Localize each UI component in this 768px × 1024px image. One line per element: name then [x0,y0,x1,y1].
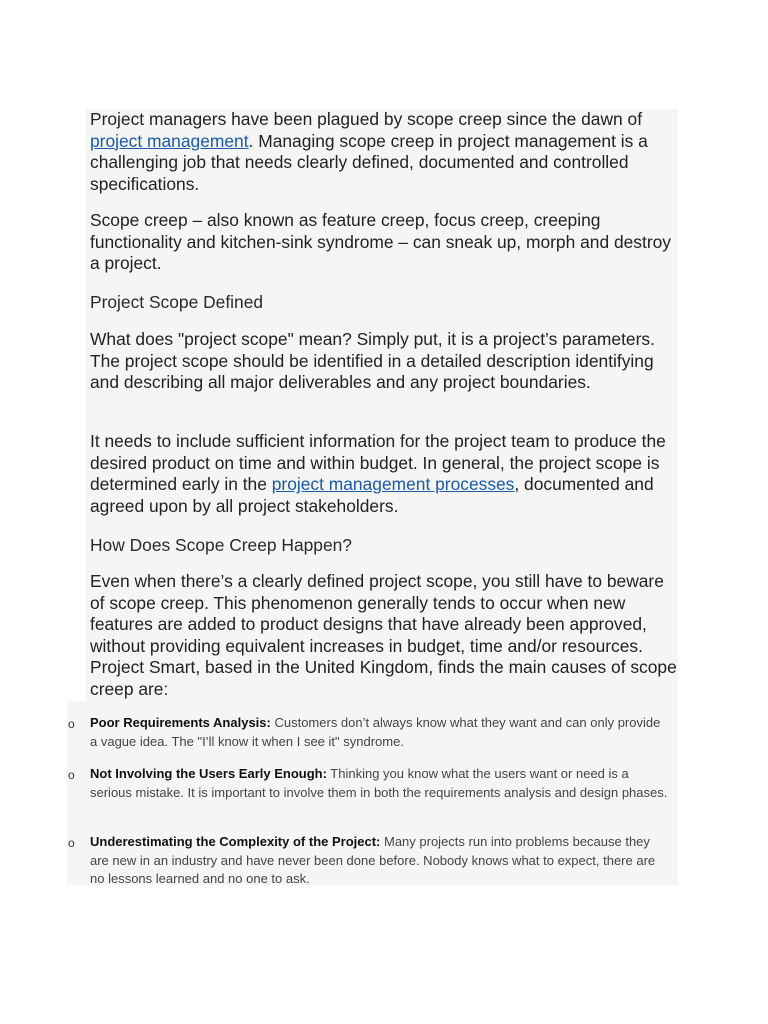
scope-creep-paragraph: Scope creep – also known as feature creep, focus creep, creeping functionality and kitchen-sink syndrome – can sneak up, morph and destroy a project. [90,210,671,274]
list-item-title: Not Involving the Users Early Enough: [90,766,327,781]
scope-definition-paragraph: What does "project scope" mean? Simply put, it is a project’s parameters. The project scope should be identified in a detailed description identifying and describing all major deliverables and any project boundaries. [90,329,655,393]
scope-info-text-start: It needs to include sufficient information for the project team to produce the desired product on time and within budget. In general, the project scope is determined early in the [90,431,666,495]
bullet-icon: o [68,836,75,850]
scope-info-text-end: , documented and agreed upon by all project stakeholders. [90,474,654,516]
bullet-icon: o [68,768,75,782]
list-item-title: Underestimating the Complexity of the Project: [90,834,381,849]
article-body [86,109,678,701]
list-item-text [90,833,670,889]
list-item-text [90,765,670,802]
list-item-description: Customers don’t always know what they want and can only provide a vague idea. The "I’ll know it when I see it" syndrome. [90,715,661,749]
intro-text-start: Project managers have been plagued by scope creep since the dawn of [90,109,643,129]
section-heading-scope-defined: Project Scope Defined [90,292,264,312]
bullet-icon: o [68,717,75,731]
causes-intro-paragraph: Even when there’s a clearly defined project scope, you still have to beware of scope creep. This phenomenon generally tends to occur when new features are added to product designs that have already been approved, without providing equivalent increases in budget, time and/or resources. Project Smart, based in the United Kingdom, finds the main causes of scope creep are: [90,571,677,699]
section-heading-how-happens: How Does Scope Creep Happen? [90,535,352,555]
project-management-processes-link[interactable]: project management processes [271,474,515,495]
list-item-text [90,714,670,751]
list-item-title: Poor Requirements Analysis: [90,715,271,730]
intro-text-end: . Managing scope creep in project management is a challenging job that needs clearly defined, documented and controlled specifications. [90,130,648,194]
project-management-link[interactable]: project management [90,130,249,151]
list-item-description: Thinking you know what the users want or need is a serious mistake. It is important to involve them in both the requirements analysis and design phases. [90,766,668,800]
scope-info-paragraph [90,431,678,517]
causes-list [67,701,678,885]
list-item-description: Many projects run into problems because they are new in an industry and have never been done before. Nobody knows what to expect, there are no lessons learned and no one to ask. [90,834,656,886]
intro-paragraph [90,109,678,195]
